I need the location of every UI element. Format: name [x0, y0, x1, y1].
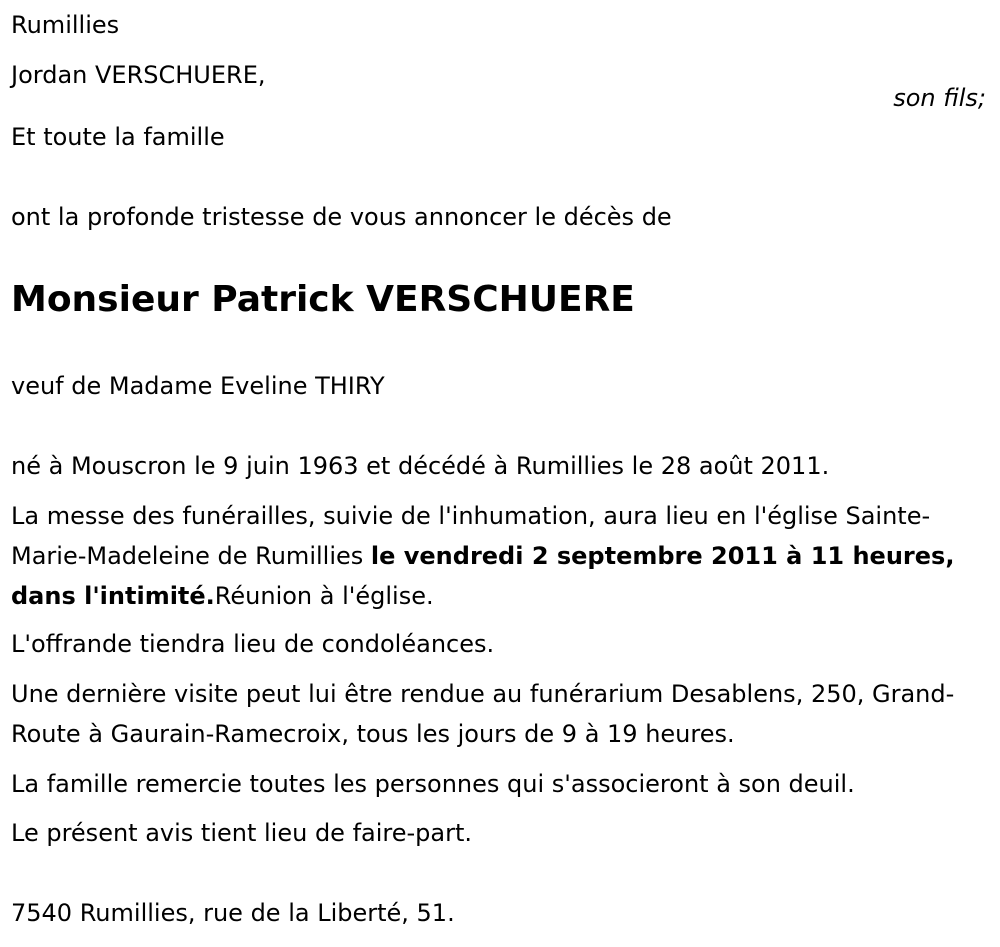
- widow-of: veuf de Madame Eveline THIRY: [11, 372, 385, 400]
- thanks-note: La famille remercie toutes les personnes qui s'associeront à son deuil.: [11, 770, 855, 798]
- announcement-intro: ont la profonde tristesse de vous annoncer le décès de: [11, 203, 672, 231]
- family-member-relation: son fils;: [893, 84, 986, 112]
- address: 7540 Rumillies, rue de la Liberté, 51.: [11, 899, 455, 927]
- funeral-details: [11, 496, 986, 616]
- offering-note: L'offrande tiendra lieu de condoléances.: [11, 630, 495, 658]
- birth-death-dates: né à Mouscron le 9 juin 1963 et décédé à Rumillies le 28 août 2011.: [11, 452, 830, 480]
- funeral-date-time: le vendredi 2 septembre 2011 à 11 heures, dans l'intimité.: [11, 542, 955, 610]
- notice-note: Le présent avis tient lieu de faire-part.: [11, 819, 473, 847]
- family-rest: Et toute la famille: [11, 123, 225, 151]
- funeral-text-after: Réunion à l'église.: [214, 582, 434, 610]
- location-heading: Rumillies: [11, 11, 120, 39]
- family-member-name: Jordan VERSCHUERE,: [11, 61, 266, 89]
- deceased-name: Monsieur Patrick VERSCHUERE: [11, 279, 635, 320]
- funeral-text-before: La messe des funérailles, suivie de l'inhumation, aura lieu en l'église Sainte-Marie-Madeleine de Rumillies: [11, 502, 931, 570]
- visit-details: Une dernière visite peut lui être rendue au funérarium Desablens, 250, Grand-Route à Gaurain-Ramecroix, tous les jours de 9 à 19 heures.: [11, 680, 955, 748]
